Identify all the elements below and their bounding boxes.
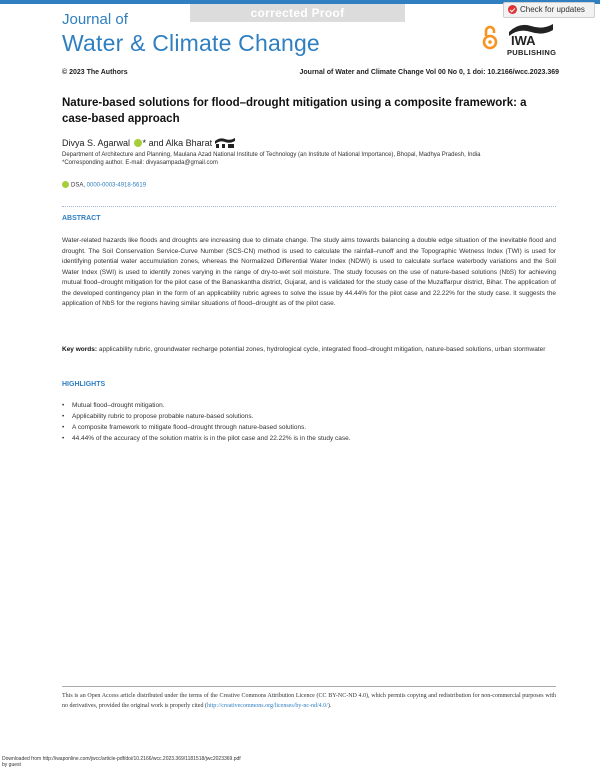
iwa-publishing-logo[interactable] xyxy=(507,22,555,46)
highlights-heading: HIGHLIGHTS xyxy=(62,381,106,388)
license-note xyxy=(62,691,556,711)
iwa-logo-text: IWA xyxy=(511,33,536,46)
check-updates-label: Check for updates xyxy=(520,5,585,14)
corresponding-marker: * xyxy=(142,138,147,148)
check-updates-icon xyxy=(508,5,517,14)
author-separator: and xyxy=(146,138,166,148)
proof-watermark: corrected Proof xyxy=(190,4,405,22)
orcid-line xyxy=(62,182,146,189)
iwa-member-icon xyxy=(215,137,235,148)
copyright-line: © 2023 The Authors xyxy=(62,69,128,76)
highlight-item: • 44.44% of the accuracy of the solution matrix is in the pilot case and 22.22% is in the study case. xyxy=(62,433,556,444)
license-close: ). xyxy=(327,703,332,709)
citation-line[interactable]: Journal of Water and Climate Change Vol 00 No 0, 1 doi: 10.2166/wcc.2023.369 xyxy=(299,69,559,76)
author-name-1[interactable]: Divya S. Agarwal xyxy=(62,138,131,148)
license-link[interactable]: http://creativecommons.org/licenses/by-nc-nd/4.0/ xyxy=(206,703,328,709)
keywords-text: applicability rubric, groundwater recharge potential zones, hydrological cycle, integrated flood–drought mitigation, nature-based solutions, urban stormwater xyxy=(97,346,546,353)
highlight-item: • Mutual flood–drought mitigation. xyxy=(62,400,556,411)
abstract-text: Water-related hazards like floods and droughts are increasing due to climate change. The study aims towards balancing a double edge situation of the inevitable flood and drought. The Soil Conservation Service-Curve Number (SCS-CN) method is used to calculate the rainfall–runoff and the Topographic Wetness Index (TWI) is used for identifying potential water accumulation zones, whereas the Normalized Differential Water Index (NDWI) is used to calculate surface waterbody variations and the Soil Water Index (SWI) is used to identify zones varying in the range of dry-to-wet soil moisture. The study focuses on the use of nature-based solutions (NbS) for achieving mutual flood–drought mitigation for the pilot case of the Banaskantha district, Gujarat, and is validated for the study case of the Muzaffarpur district, Bihar. The application of the developed contingency plan in the form of an applicability rubric agrees to solve the issue by 44.44% for the pilot case and 22.22% for the study case. It suggests the application of NbS for the regions having similar situations of flood–drought as of the pilot case. xyxy=(62,237,556,307)
publisher-name: PUBLISHING xyxy=(507,48,557,57)
affiliation-block xyxy=(62,151,562,167)
highlights-list xyxy=(62,400,556,444)
keywords-label: Key words: xyxy=(62,346,98,353)
section-divider xyxy=(62,206,556,207)
affiliation-text: Department of Architecture and Planning, Maulana Azad National Institute of Technology (an Institute of National Importance), Bhopal, Madhya Pradesh, India xyxy=(62,152,481,158)
keywords-block xyxy=(62,345,556,355)
download-by: by guest xyxy=(2,762,21,768)
corresponding-author-text: *Corresponding author. E-mail: divyasampada@gmail.com xyxy=(62,160,218,166)
footer-divider xyxy=(62,686,556,687)
abstract-heading: ABSTRACT xyxy=(62,215,101,222)
orcid-small-icon xyxy=(62,181,69,188)
author-list xyxy=(62,138,235,148)
download-url: Downloaded from http://iwaponline.com/jwcc/article-pdf/doi/10.2166/wcc.2023.369/1181518/jwc2023369.pdf xyxy=(2,756,241,762)
highlight-item: • A composite framework to mitigate flood–drought through nature-based solutions. xyxy=(62,422,556,433)
author-name-2[interactable]: Alka Bharat xyxy=(165,138,213,148)
orcid-link[interactable]: 0000-0003-4918-5619 xyxy=(86,182,147,189)
article-title: Nature-based solutions for flood–drought mitigation using a composite framework: a case-based approach xyxy=(62,97,527,125)
highlight-item: • Applicability rubric to propose probable nature-based solutions. xyxy=(62,411,556,422)
orcid-author-label: DSA, xyxy=(71,182,87,189)
license-text: This is an Open Access article distributed under the terms of the Creative Commons Attribution Licence (CC BY-NC-ND 4.0), which permits copying and redistribution for non-commercial purposes with no derivatives, provided the original work is properly cited ( xyxy=(62,693,556,709)
check-for-updates-button[interactable] xyxy=(503,2,595,18)
orcid-icon[interactable] xyxy=(134,139,142,147)
journal-title-line1[interactable]: Journal of xyxy=(62,11,128,28)
download-stamp xyxy=(2,756,241,768)
open-access-icon xyxy=(482,24,498,50)
journal-title-line2[interactable]: Water & Climate Change xyxy=(62,30,320,56)
